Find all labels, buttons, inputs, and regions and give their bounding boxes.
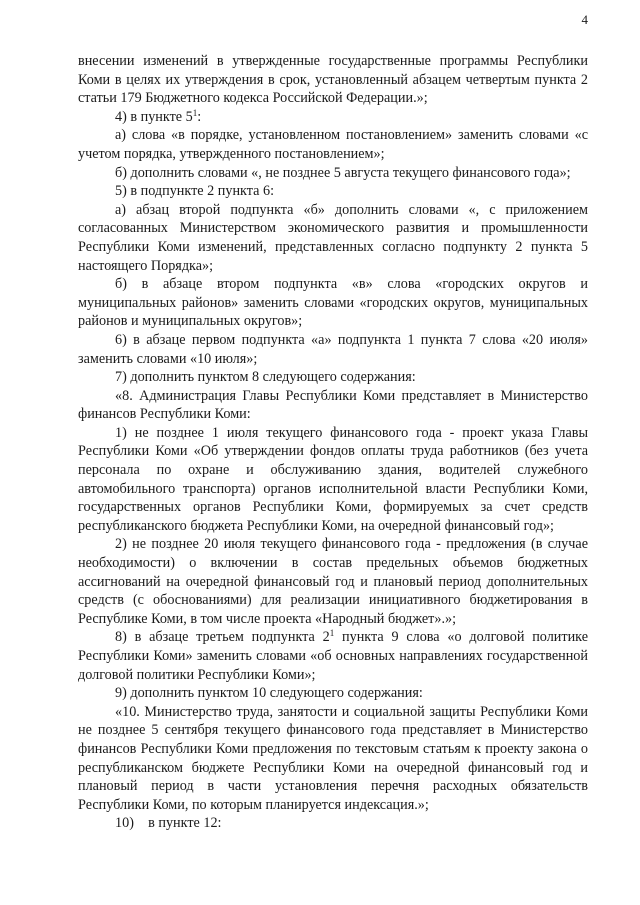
paragraph: внесении изменений в утвержденные государственные программы Республики Коми в целях их утверждения в срок, установленный абзацем четвертым пункта 2 статьи 179 Бюджетного кодекса Российской Федерации.»; <box>78 53 588 107</box>
paragraph: «8. Администрация Главы Республики Коми представляет в Министерство финансов Республики Коми: <box>78 387 588 423</box>
paragraph: 1) не позднее 1 июля текущего финансового года - проект указа Главы Республики Коми «Об утверждении фондов оплаты труда работников (без учета персонала по охране и обслуживанию здания, водителей служебного автомобильного транспорта) органов исполнительной власти Республики Коми, государственных органов Республики Коми, формируемых за счет средств республиканского бюджета Республики Коми, на очередной финансовый год»; <box>78 424 588 534</box>
paragraph: 4) в пункте $5^1$: <box>115 107 202 125</box>
paragraph: 2) не позднее 20 июля текущего финансового года - предложения (в случае необходимости) о включении в состав предельных объемов бюджетных ассигнований на очередной финансовый год и плановый период дополнительных средств (с обоснованиями) для реализации инициативного бюджетирования в Республике Коми, в том числе проекта «Народный бюджет».»; <box>78 536 588 627</box>
paragraph: 6) в абзаце первом подпункта «а» подпункта 1 пункта 7 слова «20 июля» заменить словами «10 июля»; <box>78 331 588 367</box>
paragraph: 5) в подпункте 2 пункта 6: <box>115 183 275 200</box>
paragraph: «10. Министерство труда, занятости и социальной защиты Республики Коми не позднее 5 сентября текущего финансового года представляет в Министерство финансов Республики Коми предложения по текстовым статьям к проекту закона о республиканском бюджете Республики Коми на очередной финансовый год и плановый период в части установления перечня расходных обязательств Республики Коми, по которым планируется индексация.»; <box>78 703 588 813</box>
paragraph: 8) в абзаце третьем подпункта $2^1$ пункта 9 слова «о долговой политике Республики Коми» заменить словами «об основных направлениях государственной долговой политики Республики Коми»; <box>78 628 589 683</box>
paragraph: б) в абзаце втором подпункта «в» слова «городских округов и муниципальных районов» заменить словами «городских округов, муниципальных районов и муниципальных округов»; <box>78 276 588 330</box>
paragraph: а) абзац второй подпункта «б» дополнить словами «, с приложением согласованных Министерством экономического развития и промышленности Республики Коми изменений, представленных согласно подпункту 2 пункта 5 настоящего Порядка»; <box>78 201 588 274</box>
paragraph: 7) дополнить пунктом 8 следующего содержания: <box>115 369 416 386</box>
paragraph: 10) в пункте 12: <box>115 815 222 832</box>
paragraph: а) слова «в порядке, установленном постановлением» заменить словами «с учетом порядка, утвержденного постановлением»; <box>78 127 588 162</box>
paragraph: б) дополнить словами «, не позднее 5 августа текущего финансового года»; <box>115 164 571 181</box>
paragraph: 9) дополнить пунктом 10 следующего содержания: <box>115 685 423 702</box>
document-body <box>78 52 588 833</box>
page-number: 4 <box>581 12 588 27</box>
